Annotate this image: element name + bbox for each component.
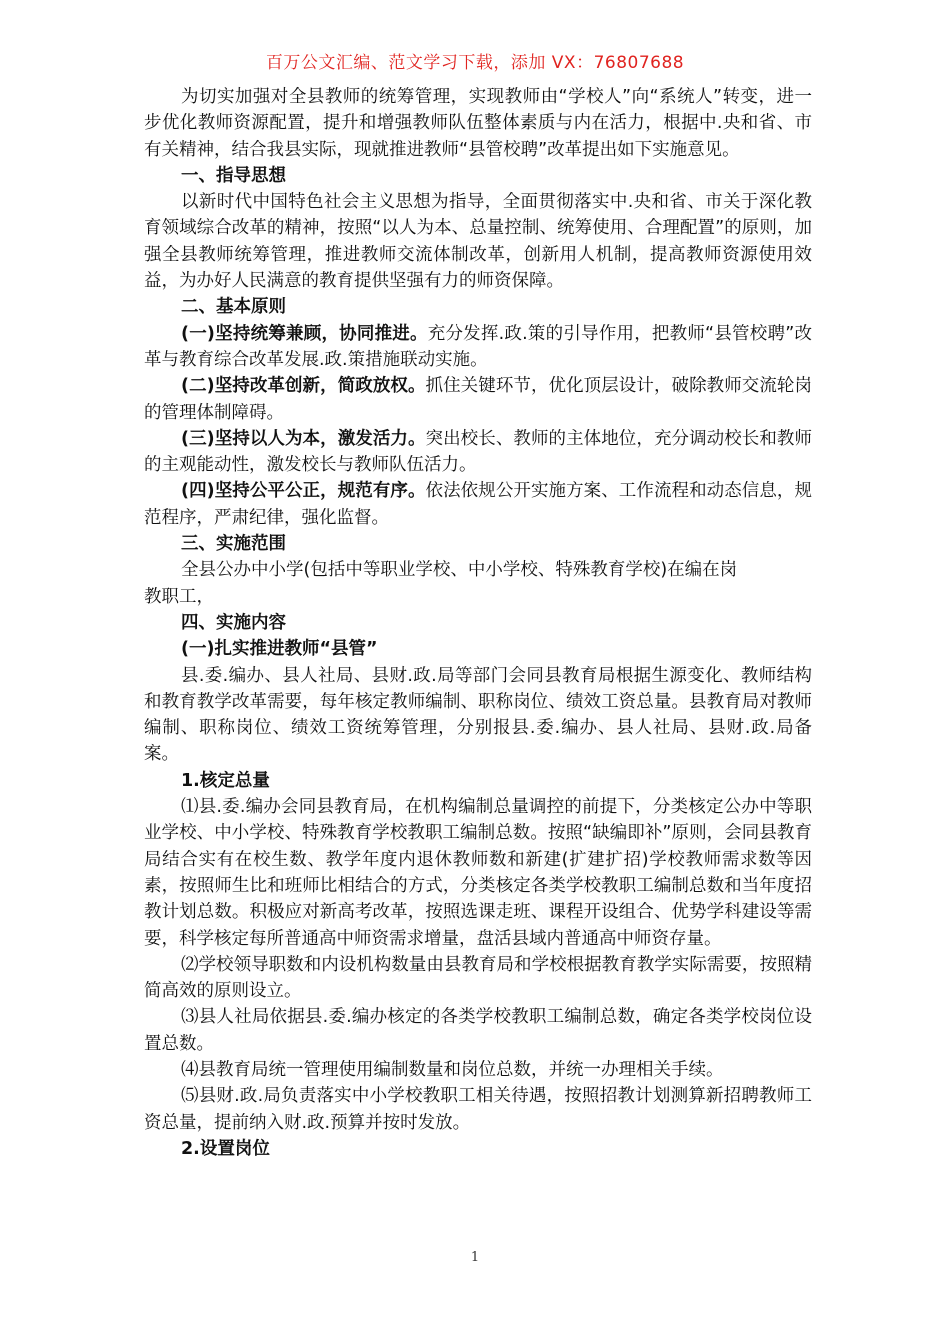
principle-text-2: 抓住关键环节，优化顶层设计，破除教师交流轮岗的管理体制障碍。 xyxy=(144,376,813,423)
intro-paragraph: 为切实加强对全县教师的统筹管理，实现教师由“学校人”向“系统人”转变，进一步优化教师资源配置，提升和增强教师队伍整体素质与内在活力，根据中.央和省、市有关精神，结合我县实际，现就推进教师“县管校聘”改革提出如下实施意见。 xyxy=(144,87,812,160)
promo-header: 百万公文汇编、范文学习下载，添加 VX：76807688 xyxy=(265,53,685,73)
item-point-2: ⑵学校领导职数和内设机构数量由县教育局和学校根据教育教学实际需要，按照精简高效的原则设立。 xyxy=(144,954,812,1002)
page-number: 1 xyxy=(470,1250,480,1265)
principle-title-2: (二)坚持改革创新，简政放权。 xyxy=(181,376,426,397)
item-point-1: ⑴县.委.编办会同县教育局，在机构编制总量调控的前提下，分类核定公办中等职业学校、中小学校、特殊教育学校教职工编制总数。按照“缺编即补”原则，会同县教育局结合实有在校生数、教学年度内退休教师数和新建(扩建扩招)学校教师需求数等因素，按照师生比和班师比相结合的方式，分类核定各类学校教职工编制总数和当年度招教计划总数。积极应对新高考改革，按照选课走班、课程开设组合、优势学科建设等需要，科学核定每所普通高中师资需求增量，盘活县域内普通高中师资存量。 xyxy=(144,797,812,949)
item-heading-1: 1.核定总量 xyxy=(181,770,270,791)
section-heading-1: 一、指导思想 xyxy=(181,165,286,186)
principle-title-3: (三)坚持以人为本，激发活力。 xyxy=(181,428,426,449)
principle-text-1: 充分发挥.政.策的引导作用，把教师“县管校聘”改革与教育综合改革发展.政.策措施联动实施。 xyxy=(144,323,812,370)
principle-title-4: (四)坚持公平公正，规范有序。 xyxy=(181,481,426,502)
principle-paragraph-3 xyxy=(144,426,812,479)
section-heading-4: 四、实施内容 xyxy=(181,612,286,633)
item-point-5: ⑸县财.政.局负责落实中小学校教职工相关待遇，按照招教计划测算新招聘教师工资总量，提前纳入财.政.预算并按时发放。 xyxy=(144,1086,812,1133)
subsection-1-paragraph: 县.委.编办、县人社局、县财.政.局等部门会同县教育局根据生源变化、教师结构和教育教学改革需要，每年核定教师编制、职称岗位、绩效工资总量。县教育局对教师编制、职称岗位、绩效工资统筹管理，分别报县.委.编办、县人社局、县财.政.局备案。 xyxy=(144,665,812,765)
item-heading-2: 2.设置岗位 xyxy=(181,1138,270,1159)
section-3-paragraph-cont: 教职工， xyxy=(144,586,214,607)
section-1-paragraph: 以新时代中国特色社会主义思想为指导，全面贯彻落实中.央和省、市关于深化教育领域综合改革的精神，按照“以人为本、总量控制、统筹使用、合理配置”的原则，加强全县教师统筹管理，推进教师交流体制改革，创新用人机制，提高教师资源使用效益，为办好人民满意的教育提供坚强有力的师资保障。 xyxy=(144,192,812,292)
subsection-heading-1: (一)扎实推进教师“县管” xyxy=(181,639,378,660)
section-heading-2: 二、基本原则 xyxy=(181,297,286,318)
section-heading-3: 三、实施范围 xyxy=(181,534,286,555)
principle-paragraph-2 xyxy=(144,373,812,426)
principle-paragraph-4 xyxy=(144,478,812,531)
item-point-3: ⑶县人社局依据县.委.编办核定的各类学校教职工编制总数，确定各类学校岗位设置总数。 xyxy=(144,1007,812,1054)
principle-text-3: 突出校长、教师的主体地位，充分调动校长和教师的主观能动性，激发校长与教师队伍活力。 xyxy=(144,428,813,476)
document-body xyxy=(144,84,812,1162)
principle-text-4: 依法依规公开实施方案、工作流程和动态信息，规范程序，严肃纪律，强化监督。 xyxy=(144,481,813,528)
section-3-paragraph: 全县公办中小学(包括中等职业学校、中小学校、特殊教育学校)在编在岗 xyxy=(181,560,738,581)
principle-title-1: (一)坚持统筹兼顾，协同推进。 xyxy=(181,323,428,344)
principle-paragraph-1 xyxy=(144,321,812,374)
item-point-4: ⑷县教育局统一管理使用编制数量和岗位总数，并统一办理相关手续。 xyxy=(181,1059,724,1080)
